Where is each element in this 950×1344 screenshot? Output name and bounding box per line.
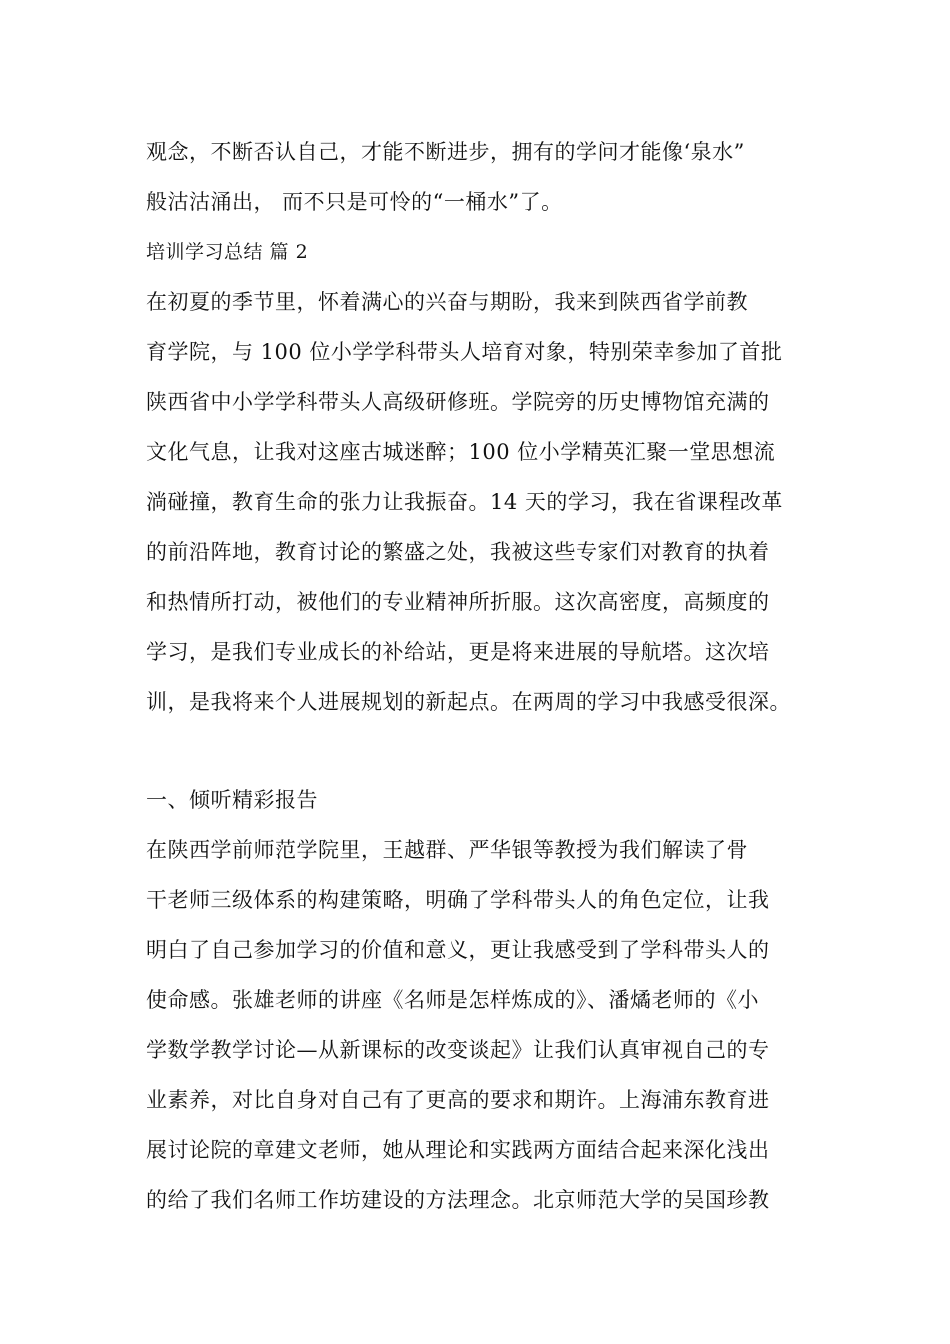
text-line: 和热情所打动，被他们的专业精神所折服。这次高密度，高频度的 [146,590,770,614]
text-line: 淌碰撞，教育生命的张力让我振奋。14 天的学习，我在省课程改革 [146,490,783,514]
text-line: 观念，不断否认自己，才能不断进步，拥有的学问才能像‘泉水” [146,140,745,164]
text-line: 学数学教学讨论—从新课标的改变谈起》让我们认真审视自己的专 [146,1038,770,1062]
text-line: 明白了自己参加学习的价值和意义，更让我感受到了学科带头人的 [146,938,770,962]
text-line: 育学院，与 100 位小学学科带头人培育对象，特别荣幸参加了首批 [146,340,783,364]
text-line: 文化气息，让我对这座古城迷醉；100 位小学精英汇聚一堂思想流 [146,440,776,464]
text-line: 学习，是我们专业成长的补给站，更是将来进展的导航塔。这次培 [146,640,770,664]
text-line: 在初夏的季节里，怀着满心的兴奋与期盼，我来到陕西省学前教 [146,290,748,314]
text-line: 陕西省中小学学科带头人高级研修班。学院旁的历史博物馆充满的 [146,390,770,414]
text-line: 训，是我将来个人进展规划的新起点。在两周的学习中我感受很深。 [146,690,791,714]
text-line: 般沽沽涌出， 而不只是可怜的“一桶水”了。 [146,190,563,214]
text-line: 在陕西学前师范学院里，王越群、严华银等教授为我们解读了骨 [146,838,748,862]
text-line: 业素养，对比自身对自己有了更高的要求和期许。上海浦东教育进 [146,1088,770,1112]
section-title: 培训学习总结 篇 2 [146,241,309,263]
text-line: 的给了我们名师工作坊建设的方法理念。北京师范大学的吴国珍教 [146,1188,770,1212]
text-line: 展讨论院的章建文老师，她从理论和实践两方面结合起来深化浅出 [146,1138,770,1162]
text-line: 使命感。张雄老师的讲座《名师是怎样炼成的》、潘燏老师的《小 [146,988,759,1012]
subheading: 一、倾听精彩报告 [146,788,318,812]
text-line: 干老师三级体系的构建策略，明确了学科带头人的角色定位，让我 [146,888,770,912]
text-line: 的前沿阵地，教育讨论的繁盛之处，我被这些专家们对教育的执着 [146,540,770,564]
